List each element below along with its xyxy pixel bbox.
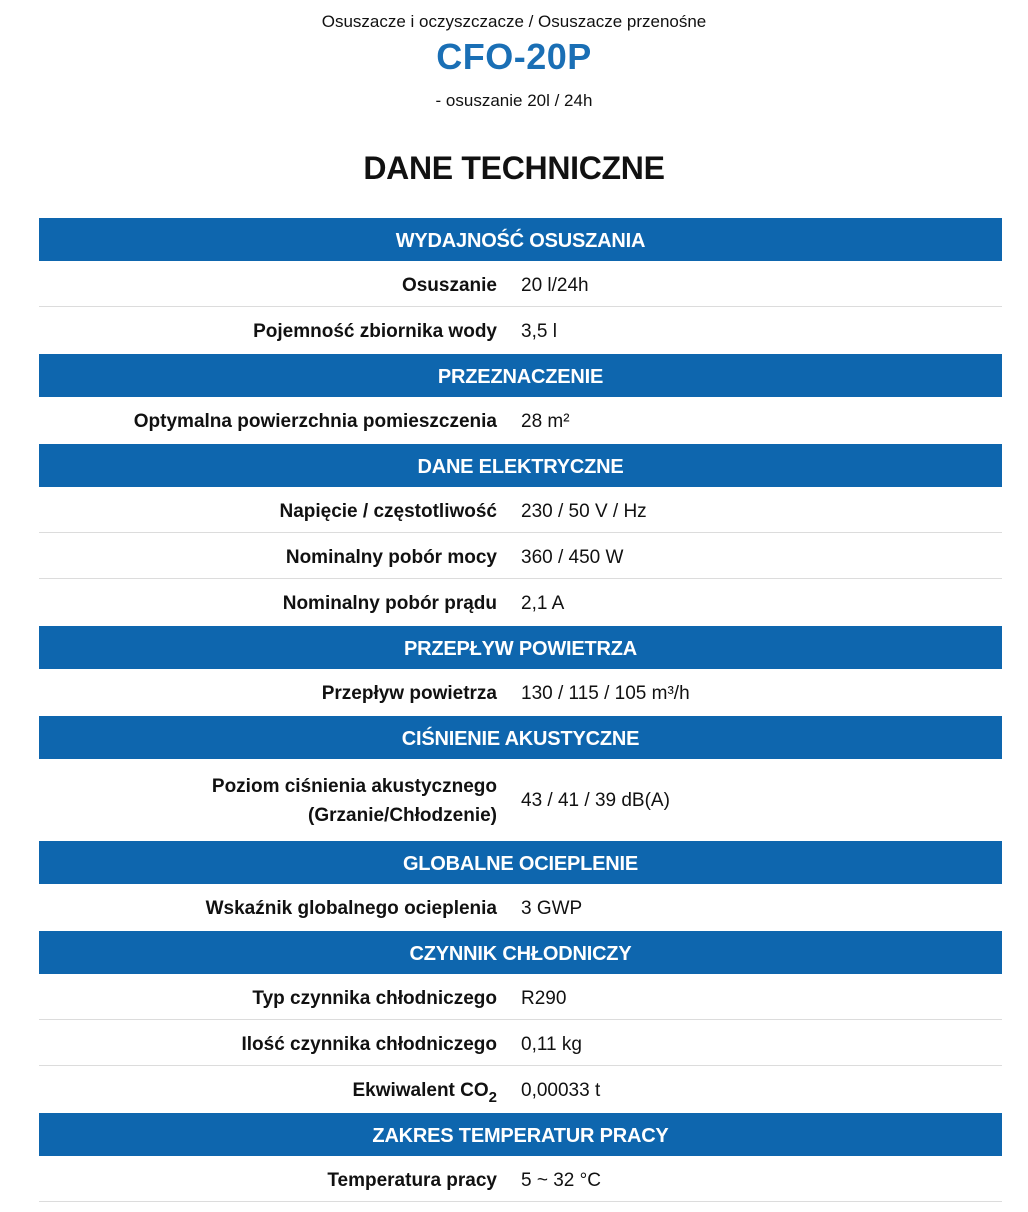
spec-row — [39, 397, 1002, 442]
group-header-dehumidification: WYDAJNOŚĆ OSUSZANIA — [39, 218, 1002, 261]
group-header-airflow: PRZEPŁYW POWIETRZA — [39, 626, 1002, 669]
group-header-electrical: DANE ELEKTRYCZNE — [39, 444, 1002, 487]
spec-label: Osuszanie — [401, 275, 497, 296]
spec-value: 360 / 450 W — [521, 546, 624, 568]
spec-row — [39, 533, 1002, 579]
spec-row — [39, 759, 1002, 839]
spec-label: Napięcie / częstotliwość — [279, 501, 497, 522]
spec-label-subscript: 2 — [488, 1089, 497, 1106]
spec-label: Temperatura pracy — [327, 1170, 497, 1191]
spec-label: Ilość czynnika chłodniczego — [241, 1034, 497, 1055]
spec-label: Optymalna powierzchnia pomieszczenia — [133, 411, 497, 432]
spec-value: 2,1 A — [521, 592, 565, 614]
spec-value: 43 / 41 / 39 dB(A) — [521, 790, 670, 811]
spec-label-line: Poziom ciśnienia akustycznego — [211, 776, 497, 797]
spec-value: 3 GWP — [521, 897, 583, 919]
spec-value: 0,11 kg — [521, 1033, 582, 1055]
spec-label: Nominalny pobór prądu — [282, 593, 497, 614]
spec-label-line: (Grzanie/Chłodzenie) — [308, 805, 497, 826]
spec-label: Pojemność zbiornika wody — [253, 321, 497, 342]
product-title: CFO-20P — [436, 36, 592, 77]
breadcrumb: Osuszacze i oczyszczacze / Osuszacze przenośne — [321, 12, 707, 31]
spec-value: 28 m² — [521, 410, 570, 432]
group-header-temperature-range: ZAKRES TEMPERATUR PRACY — [39, 1113, 1002, 1156]
spec-row — [39, 261, 1002, 307]
spec-value: 5 ~ 32 °C — [521, 1169, 601, 1191]
group-header-refrigerant: CZYNNIK CHŁODNICZY — [39, 931, 1002, 974]
spec-row — [39, 1020, 1002, 1066]
spec-label: Przepływ powietrza — [321, 683, 497, 704]
spec-table — [39, 218, 1002, 1202]
group-header-acoustic: CIŚNIENIE AKUSTYCZNE — [39, 716, 1002, 759]
spec-row — [39, 487, 1002, 533]
spec-label — [39, 768, 509, 830]
spec-label: Typ czynnika chłodniczego — [252, 988, 497, 1009]
spec-row — [39, 1066, 1002, 1111]
spec-row — [39, 307, 1002, 352]
spec-row — [39, 669, 1002, 714]
group-header-global-warming: GLOBALNE OCIEPLENIE — [39, 841, 1002, 884]
group-header-purpose: PRZEZNACZENIE — [39, 354, 1002, 397]
spec-row — [39, 884, 1002, 929]
section-heading: DANE TECHNICZNE — [363, 150, 665, 186]
spec-row — [39, 974, 1002, 1020]
spec-row — [39, 579, 1002, 624]
spec-value: R290 — [521, 987, 567, 1009]
spec-label: Nominalny pobór mocy — [285, 547, 497, 568]
spec-row — [39, 1156, 1002, 1202]
product-subtitle: - osuszanie 20l / 24h — [435, 91, 593, 110]
spec-value: 0,00033 t — [521, 1079, 601, 1101]
spec-label: Wskaźnik globalnego ocieplenia — [205, 898, 497, 919]
spec-value: 130 / 115 / 105 m³/h — [521, 682, 690, 704]
spec-label-main: Ekwiwalent CO — [352, 1080, 489, 1101]
spec-value: 230 / 50 V / Hz — [521, 500, 647, 522]
spec-label — [39, 1072, 509, 1105]
spec-value: 3,5 l — [521, 320, 557, 342]
spec-value: 20 l/24h — [521, 274, 589, 296]
